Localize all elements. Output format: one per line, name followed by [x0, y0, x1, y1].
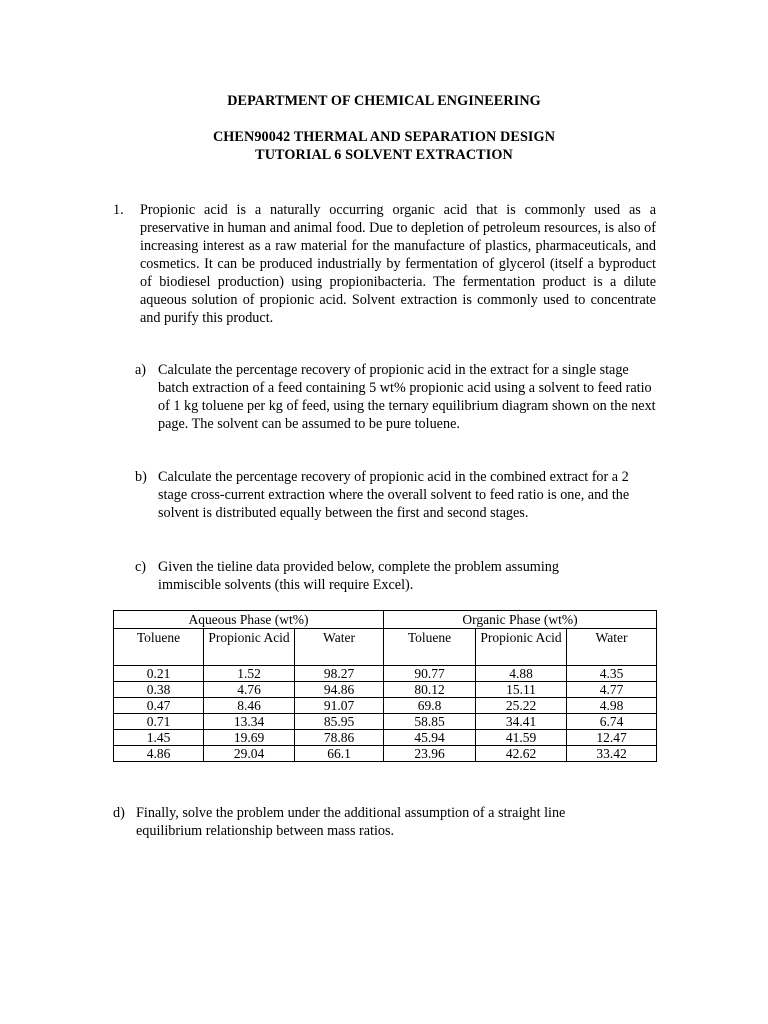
- table-cell: 19.69: [204, 730, 295, 746]
- part-a-text: Calculate the percentage recovery of propionic acid in the extract for a single stage batch extraction of a feed containing 5 wt% propionic acid using a solvent to feed ratio of 1 kg toluene per kg of feed, using the ternary equilibrium diagram shown on the next page. The solvent can be assumed to be pure toluene.: [158, 362, 656, 432]
- table-cell: 6.74: [567, 714, 657, 730]
- table-cell: 1.52: [204, 666, 295, 682]
- column-header: Propionic Acid: [204, 629, 295, 666]
- table-cell: 80.12: [384, 682, 476, 698]
- part-a-letter: a): [135, 362, 147, 378]
- table-cell: 0.38: [114, 682, 204, 698]
- table-cell: 66.1: [295, 746, 384, 762]
- table-cell: 4.76: [204, 682, 295, 698]
- table-cell: 0.47: [114, 698, 204, 714]
- table-cell: 1.45: [114, 730, 204, 746]
- course-title: CHEN90042 THERMAL AND SEPARATION DESIGN: [212, 129, 556, 145]
- table-cell: 4.77: [567, 682, 657, 698]
- table-cell: 25.22: [476, 698, 567, 714]
- organic-phase-header: Organic Phase (wt%): [384, 611, 657, 629]
- table-cell: 15.11: [476, 682, 567, 698]
- table-cell: 4.35: [567, 666, 657, 682]
- column-header: Toluene: [384, 629, 476, 666]
- table-cell: 33.42: [567, 746, 657, 762]
- tutorial-title: TUTORIAL 6 SOLVENT EXTRACTION: [255, 147, 513, 163]
- table-cell: 94.86: [295, 682, 384, 698]
- table-cell: 58.85: [384, 714, 476, 730]
- table-cell: 4.86: [114, 746, 204, 762]
- table-cell: 13.34: [204, 714, 295, 730]
- table-cell: 4.98: [567, 698, 657, 714]
- part-b-letter: b): [135, 469, 147, 485]
- part-d-letter: d): [113, 805, 125, 821]
- table-cell: 78.86: [295, 730, 384, 746]
- table-cell: 4.88: [476, 666, 567, 682]
- department-heading: DEPARTMENT OF CHEMICAL ENGINEERING: [227, 93, 541, 109]
- table-cell: 42.62: [476, 746, 567, 762]
- part-d-text: Finally, solve the problem under the additional assumption of a straight line equilibrium relationship between mass ratios.: [136, 805, 566, 839]
- question-number: 1.: [113, 202, 124, 218]
- table-cell: 98.27: [295, 666, 384, 682]
- column-header: Toluene: [114, 629, 204, 666]
- table-row: [114, 746, 657, 762]
- part-c-text: Given the tieline data provided below, complete the problem assuming immiscible solvents (this will require Excel).: [158, 559, 559, 593]
- table-cell: 8.46: [204, 698, 295, 714]
- table-cell: 0.21: [114, 666, 204, 682]
- question-1: [113, 201, 656, 327]
- question-1-text: Propionic acid is a naturally occurring organic acid that is commonly used as a preservative in human and animal food. Due to depletion of petroleum resources, is also of increasing interest as a raw material for the manufacture of plastics, pharmaceuticals, and cosmetics. It can be produced industrially by fermentation of glycerol (itself a byproduct of biodiesel production) using propionibacteria. The fermentation product is a dilute aqueous solution of propionic acid. Solvent extraction is commonly used to concentrate and purify this product.: [140, 202, 656, 326]
- table-cell: 45.94: [384, 730, 476, 746]
- table-cell: 90.77: [384, 666, 476, 682]
- table-cell: 23.96: [384, 746, 476, 762]
- part-b-text: Calculate the percentage recovery of propionic acid in the combined extract for a 2 stage cross-current extraction where the overall solvent to feed ratio is one, and the solvent is distributed equally between the first and second stages.: [158, 469, 630, 521]
- table-cell: 85.95: [295, 714, 384, 730]
- part-b: [135, 468, 657, 522]
- table-row: [114, 666, 657, 682]
- tieline-data-table: [113, 610, 657, 762]
- part-c-letter: c): [135, 559, 147, 575]
- table-row: [114, 730, 657, 746]
- part-a: [135, 361, 657, 433]
- table-row: [114, 682, 657, 698]
- table-cell: 69.8: [384, 698, 476, 714]
- table-row: [114, 714, 657, 730]
- table-row: [114, 698, 657, 714]
- table-cell: 91.07: [295, 698, 384, 714]
- column-header: Propionic Acid: [476, 629, 567, 666]
- table-cell: 41.59: [476, 730, 567, 746]
- table-cell: 0.71: [114, 714, 204, 730]
- table-cell: 29.04: [204, 746, 295, 762]
- part-c: [135, 558, 605, 594]
- part-d: [113, 804, 593, 840]
- column-header: Water: [567, 629, 657, 666]
- aqueous-phase-header: Aqueous Phase (wt%): [114, 611, 384, 629]
- table-cell: 34.41: [476, 714, 567, 730]
- column-header: Water: [295, 629, 384, 666]
- table-cell: 12.47: [567, 730, 657, 746]
